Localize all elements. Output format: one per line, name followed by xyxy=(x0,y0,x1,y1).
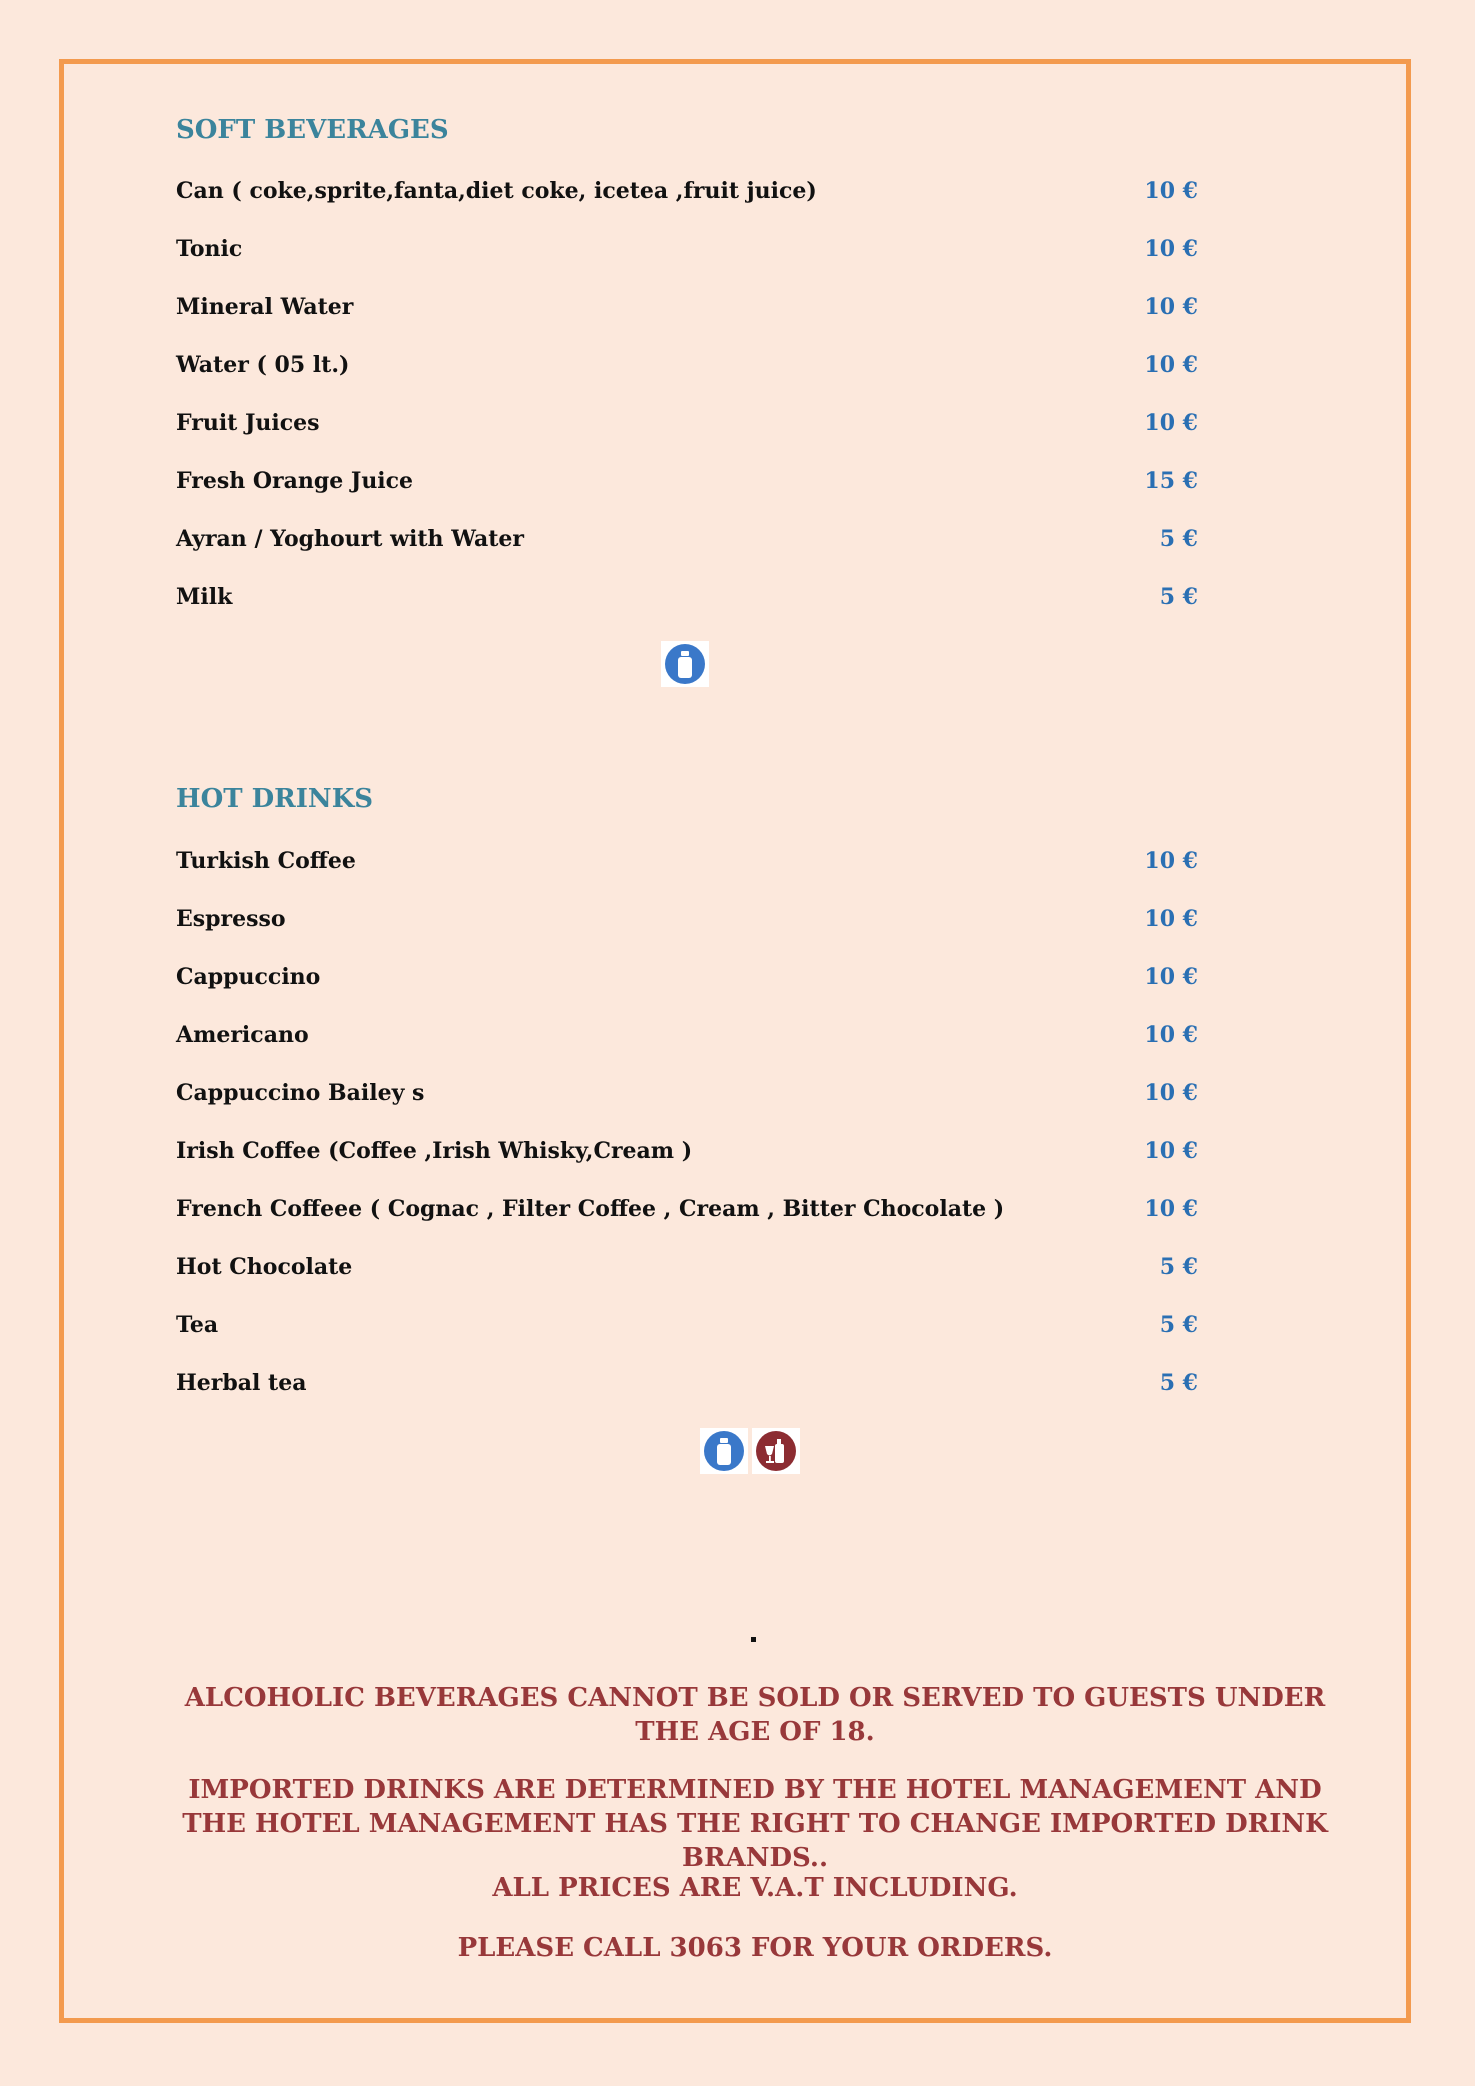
menu-item-price: 10 € xyxy=(1144,964,1198,990)
menu-item-price: 10 € xyxy=(1144,906,1198,932)
notice-vat: ALL PRICES ARE V.A.T INCLUDING. xyxy=(492,1873,1018,1903)
menu-item-price: 10 € xyxy=(1144,1022,1198,1048)
menu-item-price: 10 € xyxy=(1144,1080,1198,1106)
menu-item-name: French Coffeee ( Cognac , Filter Coffee , Cream , Bitter Chocolate ) xyxy=(176,1196,1005,1222)
menu-item-price: 15 € xyxy=(1144,468,1198,494)
menu-item-name: Americano xyxy=(176,1022,309,1048)
menu-item-price: 5 € xyxy=(1159,584,1198,610)
menu-item-price: 10 € xyxy=(1144,1138,1198,1164)
section-title-hot-drinks: HOT DRINKS xyxy=(176,784,374,814)
menu-item-name: Fruit Juices xyxy=(176,410,320,436)
alcohol-icon xyxy=(752,1428,800,1474)
menu-item-price: 5 € xyxy=(1159,1312,1198,1338)
menu-item-name: Irish Coffee (Coffee ,Irish Whisky,Cream ) xyxy=(176,1138,693,1164)
bottle-icon xyxy=(700,1428,748,1474)
menu-item-price: 10 € xyxy=(1144,294,1198,320)
menu-item-name: Cappuccino xyxy=(176,964,321,990)
menu-item-price: 10 € xyxy=(1144,410,1198,436)
menu-item-price: 10 € xyxy=(1144,848,1198,874)
menu-item-name: Mineral Water xyxy=(176,294,354,320)
menu-item-name: Fresh Orange Juice xyxy=(176,468,414,494)
menu-item-price: 10 € xyxy=(1144,352,1198,378)
menu-item-name: Cappuccino Bailey s xyxy=(176,1080,425,1106)
menu-item-name: Espresso xyxy=(176,906,286,932)
period-mark xyxy=(751,1637,756,1642)
menu-item-name: Hot Chocolate xyxy=(176,1254,353,1280)
menu-item-price: 5 € xyxy=(1159,1254,1198,1280)
menu-item-name: Tea xyxy=(176,1312,219,1338)
menu-item-name: Can ( coke,sprite,fanta,diet coke, icetea ,fruit juice) xyxy=(176,178,817,204)
menu-item-name: Turkish Coffee xyxy=(176,848,356,874)
notice-age-restriction: ALCOHOLIC BEVERAGES CANNOT BE SOLD OR SERVED TO GUESTS UNDER THE AGE OF 18. xyxy=(184,1683,1326,1747)
menu-item-price: 10 € xyxy=(1144,1196,1198,1222)
menu-item-price: 5 € xyxy=(1159,526,1198,552)
menu-item-price: 5 € xyxy=(1159,1370,1198,1396)
menu-item-price: 10 € xyxy=(1144,178,1198,204)
menu-item-price: 10 € xyxy=(1144,236,1198,262)
bottle-icon xyxy=(661,641,709,687)
menu-item-name: Water ( 05 lt.) xyxy=(176,352,350,378)
menu-item-name: Tonic xyxy=(176,236,243,262)
menu-item-name: Herbal tea xyxy=(176,1370,307,1396)
section-title-soft-beverages: SOFT BEVERAGES xyxy=(176,115,449,145)
notice-imported-drinks: IMPORTED DRINKS ARE DETERMINED BY THE HOTEL MANAGEMENT AND THE HOTEL MANAGEMENT HAS THE RIGHT TO CHANGE IMPORTED DRINK BRANDS.. xyxy=(182,1775,1328,1873)
notice-call-orders: PLEASE CALL 3063 FOR YOUR ORDERS. xyxy=(457,1933,1053,1963)
menu-item-name: Milk xyxy=(176,584,233,610)
menu-item-name: Ayran / Yoghourt with Water xyxy=(176,526,524,552)
